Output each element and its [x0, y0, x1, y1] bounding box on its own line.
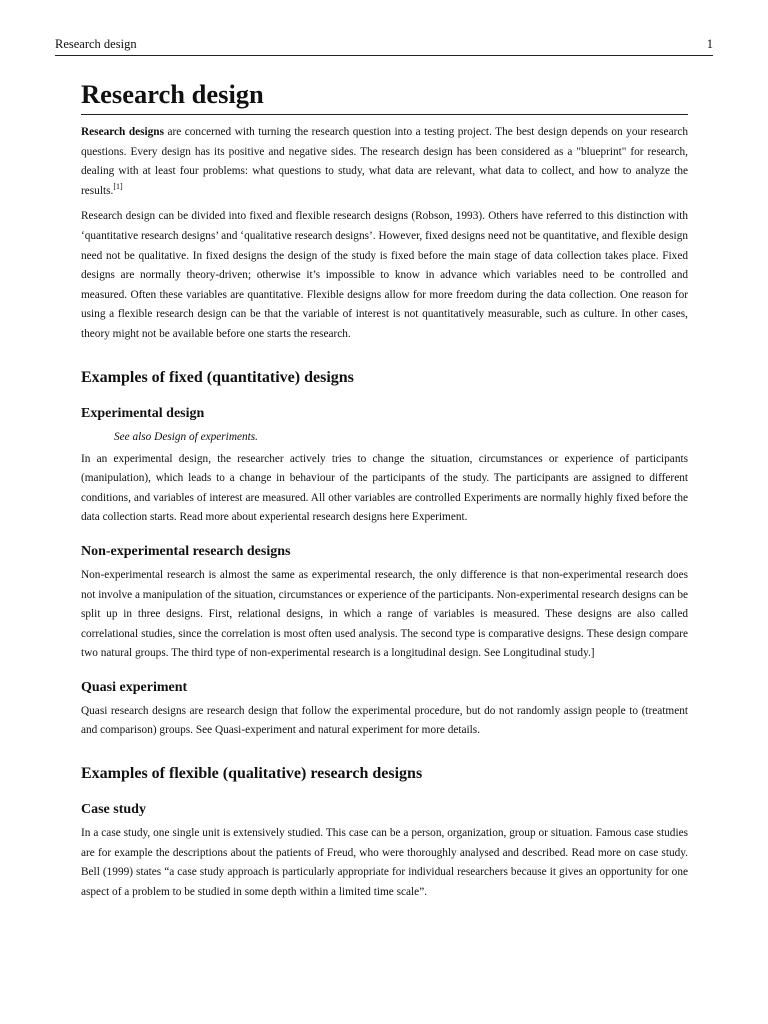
section-heading-flexible: Examples of flexible (qualitative) research designs [81, 765, 423, 783]
experimental-paragraph: In an experimental design, the researcher actively tries to change the situation, circumstances or experience of participants (manipulation), which leads to a change in behaviour of the participants of the study. The participants are assigned to different conditions, and variables of interest are measured. All other variables are controlled Experiments are normally highly fixed before the data collection starts. Read more about experiental research designs here Experiment. [81, 452, 688, 524]
running-header [55, 37, 713, 56]
intro-bold-term: Research designs [81, 126, 164, 138]
intro-text: are concerned with turning the research question into a testing project. The best design depends on your research questions. Every design has its positive and negative sides. The research design has been considered as a "blueprint" for research, dealing with at least four problems: what questions to study, what data are relevant, what data to collect, and how to analyze the results. [81, 126, 689, 197]
section-heading-fixed: Examples of fixed (quantitative) designs [81, 368, 354, 386]
header-title: Research design [55, 37, 137, 51]
quasi-paragraph: Quasi research designs are research design that follow the experimental procedure, but do not randomly assign people to (treatment and comparison) groups. See Quasi-experiment and natural experiment for more details. [81, 704, 688, 737]
subheading-case-study: Case study [81, 802, 146, 818]
see-also-note: See also Design of experiments. [114, 430, 259, 443]
subheading-non-experimental: Non-experimental research designs [81, 543, 291, 559]
article-body [81, 78, 688, 908]
intro-paragraph-1 [81, 123, 688, 201]
non-experimental-paragraph: Non-experimental research is almost the same as experimental research, the only difference is that non-experimental research does not involve a manipulation of the situation, circumstances or experience of the participants. Non-experimental research designs can be split up in three designs. First, relational designs, in which a range of variables is measured. These designs are also called correlational studies, since the correlation is most often used analysis. The second type is comparative designs. These design compare two natural groups. The third type of non-experimental research is a longitudinal design. See Longitudinal study.] [81, 568, 688, 660]
article-title: Research design [81, 78, 688, 115]
reference-link[interactable]: [1] [113, 182, 123, 192]
intro-paragraph-2: Research design can be divided into fixed and flexible research designs (Robson, 1993). Others have referred to this distinction with ‘quantitative research designs’ and ‘qualitative research designs’. However, fixed designs need not be quantitative, and flexible design need not be qualitative. In fixed designs the design of the study is fixed before the main stage of data collection takes place. Fixed designs are normally theory-driven; otherwise it’s impossible to know in advance which variables need to be controlled and measured. Often these variables are quantitative. Flexible designs allow for more freedom during the data collection. One reason for using a flexible research design can be that the variable of interest is not quantitatively measurable, such as culture. In other cases, theory might not be available before one starts the research. [81, 210, 688, 340]
page-number: 1 [706, 37, 713, 51]
case-study-paragraph: In a case study, one single unit is extensively studied. This case can be a person, organization, group or situation. Famous case studies are for example the descriptions about the patients of Freud, who were thoroughly analysed and described. Read more on case study. Bell (1999) states “a case study approach is particularly appropriate for individual researchers because it gives an opportunity for one aspect of a problem to be studied in some depth within a limited time scale”. [81, 827, 688, 898]
subheading-quasi: Quasi experiment [81, 679, 188, 695]
subheading-experimental: Experimental design [81, 405, 205, 421]
